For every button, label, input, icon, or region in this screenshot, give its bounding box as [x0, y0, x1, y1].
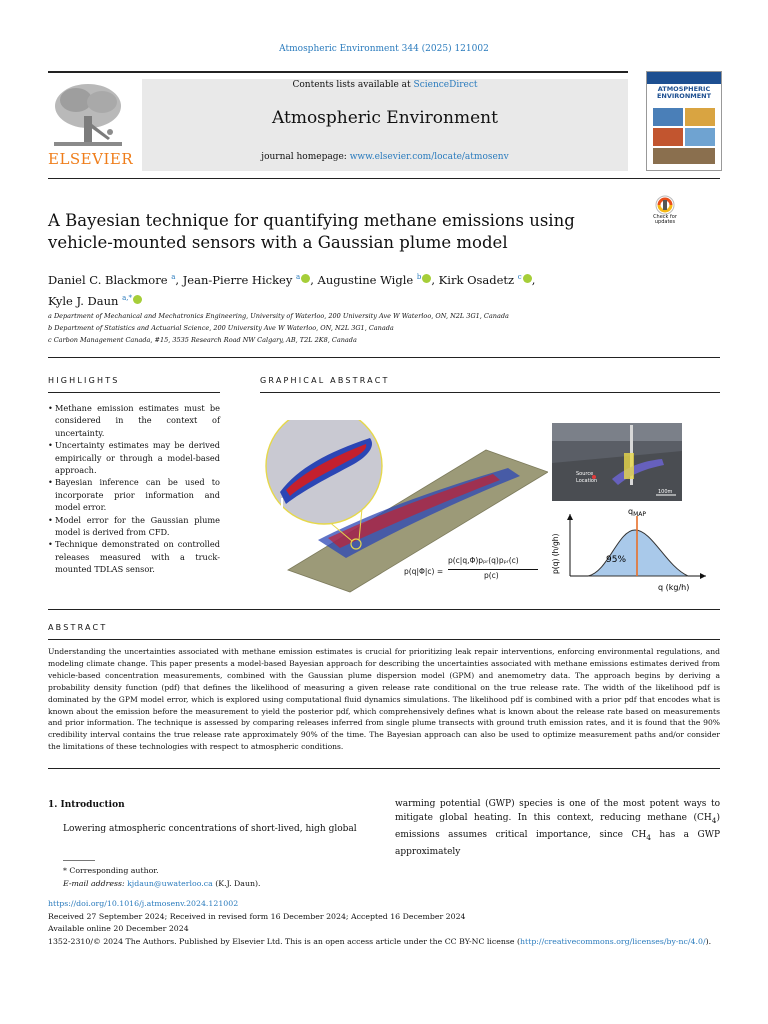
highlight-item: • Bayesian inference can be used to incorporate prior information and model error. [48, 476, 220, 513]
y-axis-label: p(q) (h/gh) [551, 533, 560, 574]
abstract-text: Understanding the uncertainties associated with methane emission estimates is crucial for prioritizing leak repair interventions, enforcing environmental regulations, and modeling climate change. This paper presents a model-based Bayesian approach for describing the uncertainties associated with methane emissions estimates derived from vehicle-based concentration measurements, combined with the Gaussian plume dispersion model (GPM) and anemometry data. The approach begins by deriving a probability density function (pdf) that defines the likelihood of measuring a given release rate conditional on the true release rate. The width of the likelihood pdf is dominated by the GPM model error, which is explored using computational fluid dynamics simulations. The likelihood pdf is combined with a prior pdf that encodes what is known about the emission before the measurement to yield the posterior pdf, which comprehensively defines what is known about the release rate based on measurements and prior information. The technique is assessed by comparing releases inferred from single plume transects with ground truth emission rates, and it is found that the 90% credibility interval contains the true release rate approximately 90% of the time. The Bayesian approach can also be used to optimize measurement paths and/or consider the limitations of these technologies with respect to atmospheric conditions. [48, 647, 720, 752]
author-separator: , [175, 272, 183, 287]
orcid-icon[interactable] [133, 295, 142, 304]
publisher-name: ELSEVIER [48, 150, 134, 168]
author-name: Jean-Pierre Hickey [182, 272, 293, 287]
doi-link[interactable]: https://doi.org/10.1016/j.atmosenv.2024.121002 [48, 899, 239, 908]
cover-image-4 [685, 128, 715, 146]
x-axis-label: q (kg/h) [658, 583, 690, 592]
author-name: Daniel C. Blackmore [48, 272, 168, 287]
x-axis-arrow [700, 573, 706, 579]
abstract-bottom-rule [48, 768, 720, 769]
intro-heading: 1. Introduction [48, 800, 125, 810]
intro-left-column: Lowering atmospheric concentrations of short-lived, high global [63, 824, 357, 834]
map-label [628, 507, 646, 518]
contents-line [142, 80, 628, 90]
cover-image-1 [653, 108, 683, 126]
author-affil-mark[interactable]: b [416, 273, 422, 281]
equation-denominator: p(c) [484, 571, 499, 580]
author-affil-mark[interactable]: a [171, 273, 176, 281]
cover-image-5 [653, 148, 715, 164]
author-affil-mark[interactable]: a,* [122, 293, 132, 302]
highlight-item: • Model error for the Gaussian plume model is derived from CFD. [48, 514, 220, 539]
map-label-main: q [628, 507, 634, 516]
author-list [48, 268, 608, 310]
author-5[interactable] [48, 294, 142, 308]
highlights-rule [48, 392, 220, 393]
affiliation-a: a Department of Mechanical and Mechatronics Engineering, University of Waterloo, 200 University Ave W Waterloo, ON, N2L 3G1, Canada [48, 312, 509, 320]
source-label: Source [576, 471, 594, 477]
abstract-heading: ABSTRACT [48, 623, 108, 632]
author-separator: , [310, 272, 318, 287]
cover-image-3 [653, 128, 683, 146]
article-title-line-2: vehicle-mounted sensors with a Gaussian plume model [48, 233, 508, 252]
email-link[interactable]: kjdaun@uwaterloo.ca [127, 879, 213, 888]
photo-sky [552, 423, 682, 441]
author-separator: , [531, 272, 536, 287]
scale-label: 100m [658, 489, 673, 495]
highlights-heading: HIGHLIGHTS [48, 376, 120, 385]
cover-title: ATMOSPHERIC ENVIRONMENT [656, 85, 712, 100]
intro-right-column [395, 797, 720, 859]
y-axis-arrow [567, 514, 573, 520]
author-1[interactable] [48, 273, 175, 287]
author-4[interactable] [439, 273, 532, 287]
article-title-line-1: A Bayesian technique for quantifying methane emissions using [48, 211, 575, 230]
homepage-prefix: journal homepage: [261, 152, 350, 162]
author-separator: , [431, 272, 439, 287]
homepage-link[interactable]: www.elsevier.com/locate/atmosenv [349, 152, 509, 162]
corresponding-author-note: * Corresponding author. [63, 866, 159, 875]
author-affil-mark[interactable]: c [517, 273, 522, 281]
homepage-line [142, 152, 628, 162]
posterior-pdf-plot [548, 504, 720, 596]
received-dates: Received 27 September 2024; Received in revised form 16 December 2024; Accepted 16 December 2024 [48, 912, 466, 921]
intro-text: ) emissions assumes critical importance, since CH [395, 813, 720, 840]
graphical-abstract-bottom-rule [48, 609, 720, 610]
email-footnote [63, 879, 261, 888]
elsevier-tree-logo [48, 80, 128, 150]
footnote-rule [63, 860, 95, 861]
affiliation-c: c Carbon Management Canada, #15, 3535 Research Road NW Calgary, AB, T2L 2K8, Canada [48, 336, 357, 344]
orcid-icon[interactable] [301, 274, 310, 283]
affiliation-b: b Department of Statistics and Actuarial Science, 200 University Ave W Waterloo, ON, N2L 3G1, Canada [48, 324, 394, 332]
header-bottom-rule [48, 178, 720, 179]
highlight-item: • Technique demonstrated on controlled releases measured with a truck-mounted TDLAS sensor. [48, 538, 220, 575]
author-3[interactable] [318, 273, 432, 287]
affiliations-rule [48, 357, 720, 358]
subscript-4: 4 [711, 815, 717, 825]
intro-text: warming potential (GWP) species is one of the most potent ways to mitigate global heating. In this context, reducing methane (CH [395, 799, 720, 823]
header-top-rule [48, 71, 628, 73]
equation-lhs: p(q|Φ|c) = [404, 567, 444, 576]
equation-fraction-bar [448, 569, 538, 570]
author-name: Augustine Wigle [317, 272, 414, 287]
highlights-list [48, 402, 220, 576]
location-label: Location [576, 478, 598, 484]
author-name: Kyle J. Daun [48, 293, 119, 308]
graphical-abstract-rule [260, 392, 720, 393]
license-link[interactable]: http://creativecommons.org/licenses/by-nc/4.0/ [520, 937, 706, 946]
highlight-item: • Methane emission estimates must be considered in the context of uncertainty. [48, 402, 220, 439]
email-suffix: (K.J. Daun). [212, 879, 261, 888]
check-for-updates-badge[interactable] [645, 195, 685, 229]
sciencedirect-link[interactable]: ScienceDirect [413, 80, 478, 90]
author-name: Kirk Osadetz [438, 272, 515, 287]
author-affil-mark[interactable]: a [296, 273, 301, 281]
subscript-4: 4 [646, 832, 651, 842]
check-updates-icon [645, 195, 685, 215]
posterior-curve [588, 530, 688, 576]
check-updates-label: Check for updates [653, 214, 677, 225]
abstract-rule [48, 639, 720, 640]
journal-reference[interactable]: Atmospheric Environment 344 (2025) 121002 [279, 44, 489, 54]
contents-prefix: Contents lists available at [292, 80, 414, 90]
author-2[interactable] [183, 273, 311, 287]
journal-title: Atmospheric Environment [272, 108, 498, 128]
photo-concentration-bar [624, 453, 634, 479]
cover-image-2 [685, 108, 715, 126]
article-title [48, 210, 608, 254]
field-photo [552, 423, 682, 501]
highlight-item: • Uncertainty estimates may be derived empirically or through a model-based approach. [48, 439, 220, 476]
orcid-icon[interactable] [523, 274, 532, 283]
intro-text: has a GWP approximately [395, 829, 720, 857]
license-text: 1352-2310/© 2024 The Authors. Published by Elsevier Ltd. This is an open access article under the CC BY-NC license ( [48, 937, 521, 946]
license-statement [48, 936, 720, 948]
plume-diagram [258, 420, 548, 600]
graphical-abstract-heading: GRAPHICAL ABSTRACT [260, 376, 390, 385]
equation-numerator: p(c|q,Φ)pₚᵣ(q)pₚᵣ(c) [448, 556, 519, 565]
interval-label: 95% [606, 555, 627, 565]
available-online: Available online 20 December 2024 [48, 924, 189, 933]
cover-band [647, 72, 721, 84]
journal-cover-thumbnail[interactable] [646, 71, 722, 171]
map-label-sub: MAP [633, 511, 646, 518]
license-close: ). [705, 937, 712, 946]
email-label: E-mail address: [63, 879, 128, 888]
orcid-icon[interactable] [422, 274, 431, 283]
